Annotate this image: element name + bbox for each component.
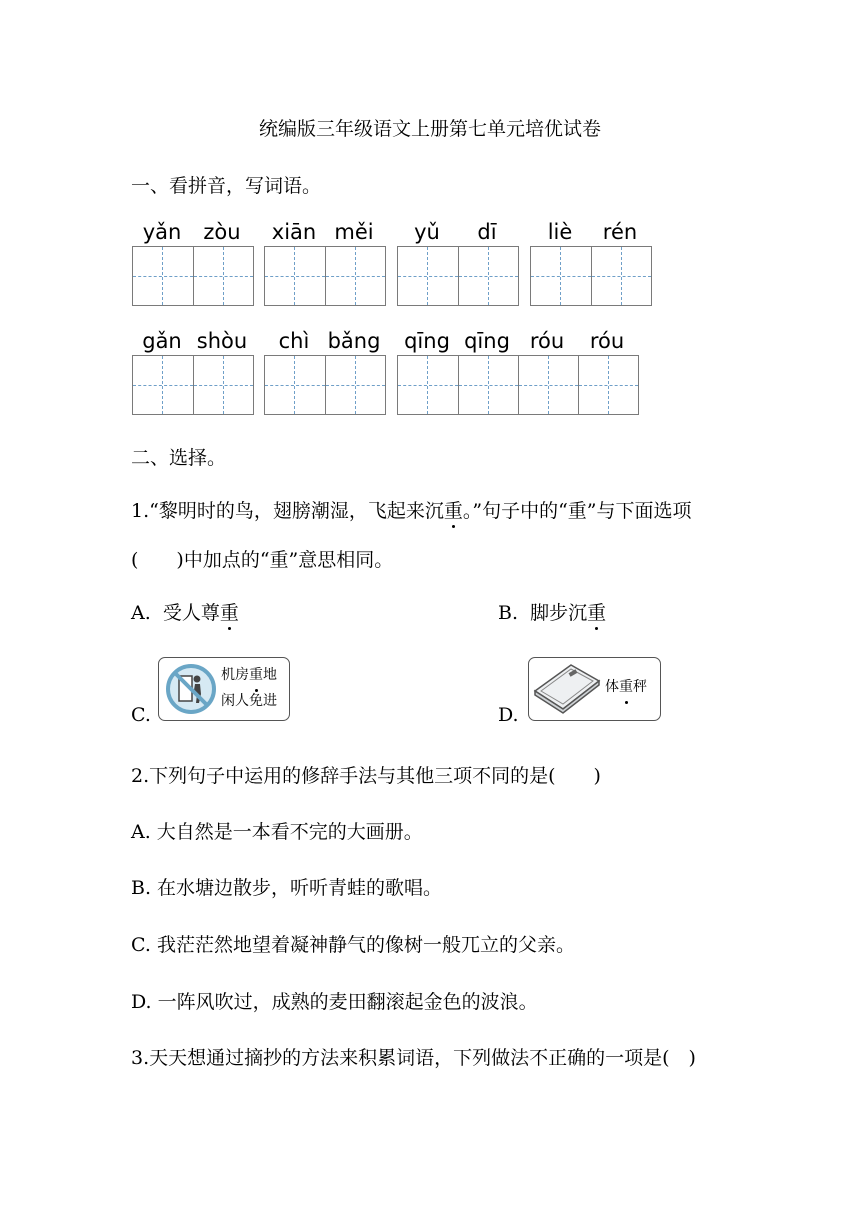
pinyin-label: rén [602, 220, 638, 244]
writing-grid[interactable] [397, 355, 639, 415]
dotted-char: 重 [587, 598, 606, 625]
q1-option-c-sign[interactable] [158, 657, 290, 721]
writing-grid[interactable] [397, 246, 519, 306]
dotted-char: 重 [444, 496, 463, 523]
pinyin-label: zòu [203, 220, 241, 244]
pinyin-label: liè [547, 220, 573, 244]
q1-option-b[interactable] [498, 598, 606, 625]
writing-grid[interactable] [132, 246, 254, 306]
pinyin-label: róu [529, 329, 565, 353]
pinyin-label: dī [477, 220, 497, 244]
sign-text: 体 [605, 679, 619, 695]
pinyin-label: bǎng [327, 329, 381, 353]
pinyin-label: yǎn [142, 220, 182, 244]
writing-grid[interactable] [530, 246, 652, 306]
option-text: 脚步沉 [530, 602, 588, 624]
writing-grid[interactable] [264, 246, 386, 306]
dotted-char: 重 [220, 598, 239, 625]
sign-text-line-1 [221, 664, 277, 687]
q2-option-b[interactable]: B. 在水塘边散步，听听青蛙的歌唱。 [131, 877, 443, 899]
q1-text: 。”句子中的“重”与下面选项 [462, 500, 692, 522]
dotted-char: 重 [619, 676, 633, 699]
q1-option-d-label[interactable]: D. [498, 704, 519, 726]
pinyin-label: yǔ [414, 220, 440, 244]
pinyin-label: měi [334, 220, 374, 244]
q2-option-d[interactable]: D. 一阵风吹过，成熟的麦田翻滚起金色的波浪。 [131, 991, 538, 1013]
q2-option-c[interactable]: C. 我茫茫然地望着凝神静气的像树一般兀立的父亲。 [131, 934, 575, 956]
question-3-stem: 3.天天想通过摘抄的方法来积累词语，下列做法不正确的一项是( ) [131, 1047, 696, 1069]
pinyin-label: xiān [271, 220, 317, 244]
page-title: 统编版三年级语文上册第七单元培优试卷 [258, 118, 601, 140]
section-1-heading: 一、看拼音，写词语。 [131, 175, 322, 197]
sign-text: 地 [263, 667, 277, 683]
q1-option-d-sign[interactable] [528, 657, 661, 721]
option-label: B. [498, 602, 519, 624]
dotted-char: 重 [249, 664, 263, 687]
q1-option-c-label[interactable]: C. [131, 704, 151, 726]
q2-option-a[interactable]: A. 大自然是一本看不完的大画册。 [131, 821, 423, 843]
pinyin-label: gǎn [142, 329, 182, 353]
option-text: 受人尊 [162, 602, 220, 624]
pinyin-label: róu [589, 329, 625, 353]
section-2-heading: 二、选择。 [131, 447, 227, 469]
pinyin-label: chì [278, 329, 310, 353]
writing-grid[interactable] [132, 355, 254, 415]
sign-text [605, 676, 647, 699]
pinyin-label: shòu [196, 329, 248, 353]
q1-option-a[interactable] [131, 598, 239, 625]
pinyin-label: qīng [464, 329, 510, 353]
bathroom-scale-icon [531, 661, 603, 717]
sign-text: 机房 [221, 667, 249, 683]
question-1-line-1 [131, 496, 692, 523]
question-1-line-2: ( )中加点的“重”意思相同。 [131, 549, 394, 571]
question-2-stem: 2.下列句子中运用的修辞手法与其他三项不同的是( ) [131, 765, 601, 787]
sign-text-line-2: 闲人免进 [221, 693, 277, 709]
writing-grid[interactable] [264, 355, 386, 415]
q1-text: 1.“黎明时的鸟，翅膀潮湿，飞起来沉 [131, 500, 444, 522]
option-label: A. [131, 602, 151, 624]
pinyin-label: qīng [404, 329, 450, 353]
sign-text: 秤 [633, 679, 647, 695]
no-entry-icon [165, 663, 217, 715]
